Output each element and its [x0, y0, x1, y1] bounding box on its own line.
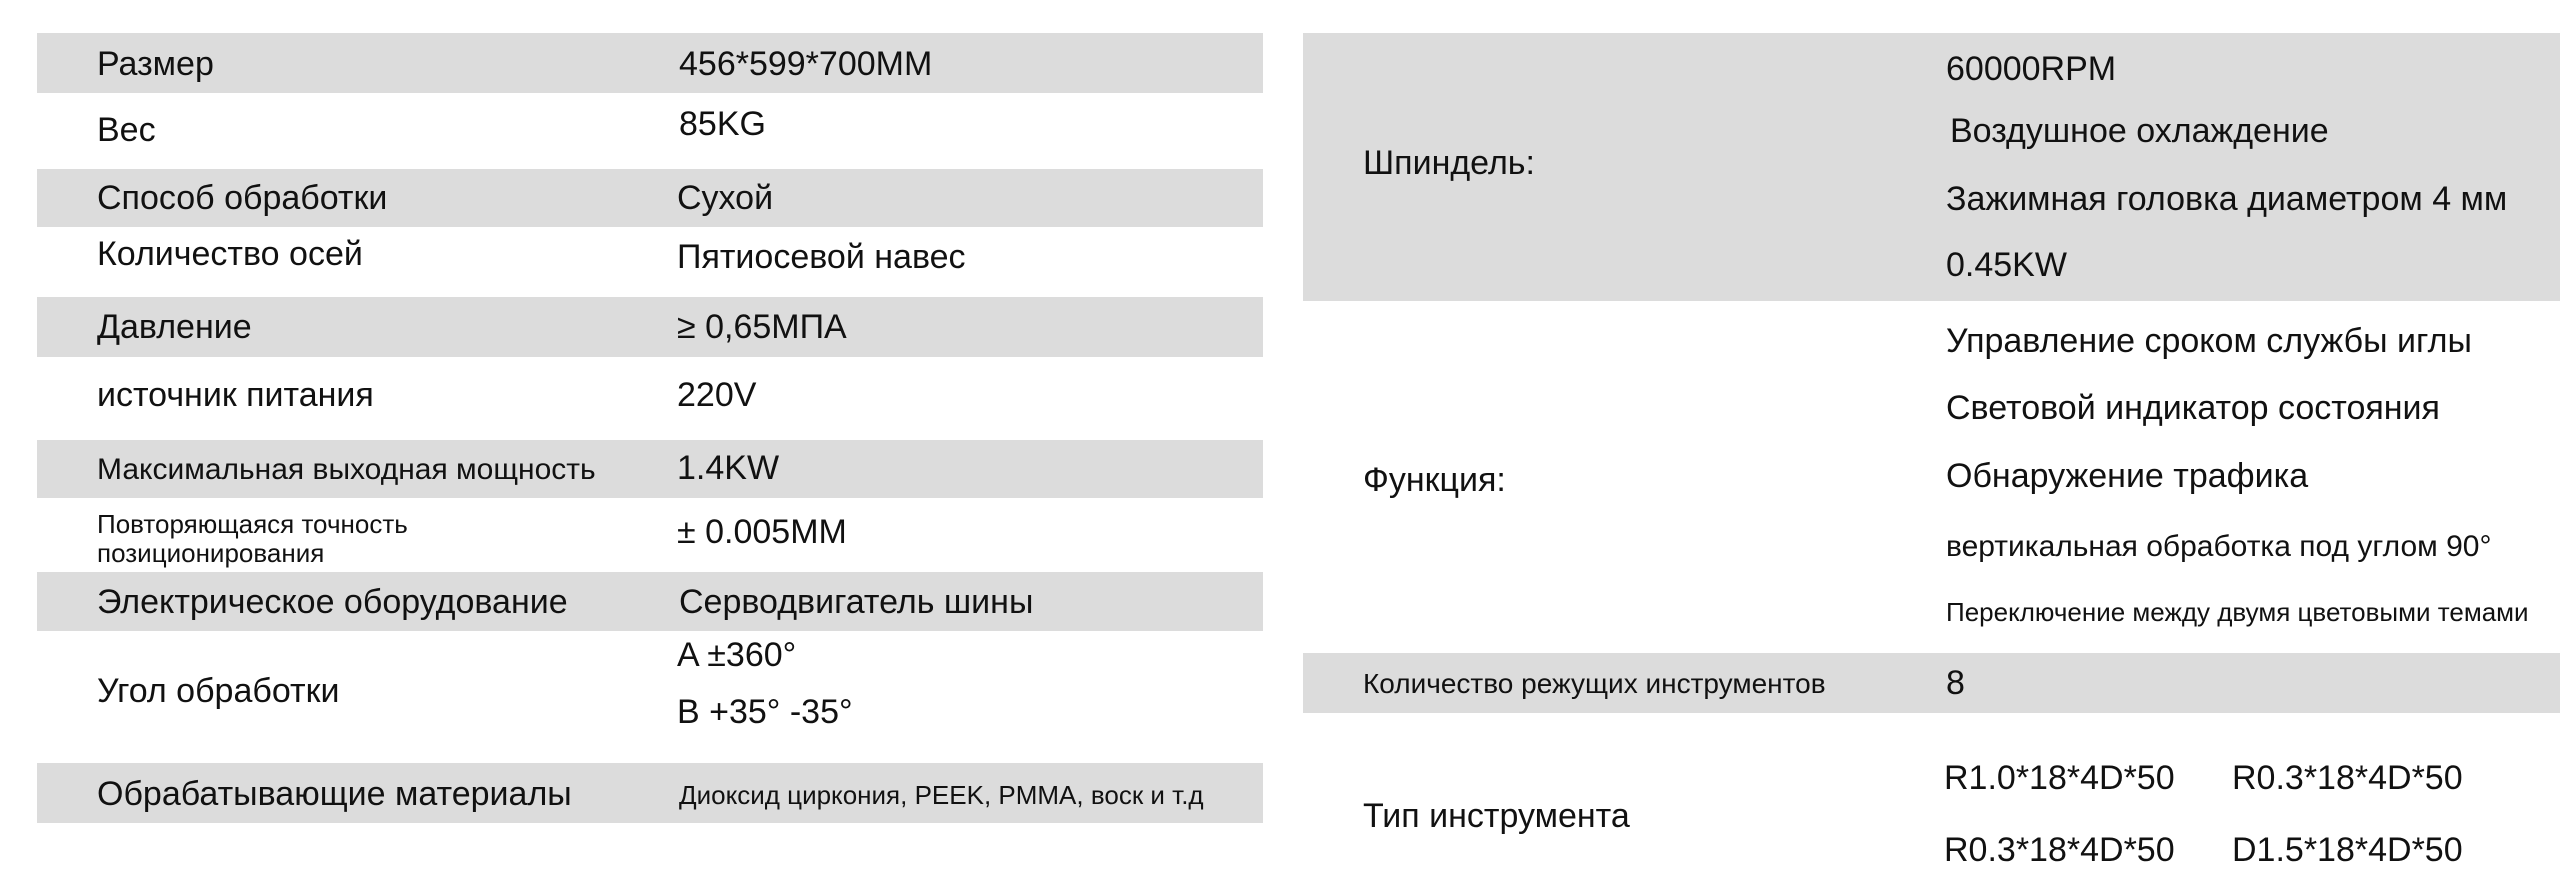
spec-label: Угол обработки [97, 672, 340, 710]
spec-label: Электрическое оборудование [97, 583, 568, 621]
spec-value-line: A ±360° [677, 636, 797, 674]
left-spec-table [37, 33, 1263, 823]
spindle-value-line: Воздушное охлаждение [1950, 112, 2329, 150]
table-row [37, 572, 1263, 631]
tool-type-value: R0.3*18*4D*50 [2232, 759, 2463, 797]
tool-type-row [1303, 713, 2560, 869]
function-value-line: Управление сроком службы иглы [1946, 322, 2472, 360]
tool-count-row [1303, 653, 2560, 713]
spindle-label: Шпиндель: [1363, 144, 1535, 182]
table-row [37, 93, 1263, 159]
tool-type-value: R0.3*18*4D*50 [1944, 831, 2175, 869]
function-label: Функция: [1363, 461, 1506, 499]
spec-label: источник питания [97, 376, 374, 414]
spec-value: ≥ 0,65МПА [677, 308, 847, 346]
spindle-block [1303, 33, 2560, 301]
spec-label: Обрабатывающие материалы [97, 775, 572, 813]
tool-type-value: D1.5*18*4D*50 [2232, 831, 2463, 869]
table-row [37, 440, 1263, 498]
function-block [1303, 301, 2560, 653]
tool-count-label: Количество режущих инструментов [1363, 668, 1826, 699]
spec-label: Размер [97, 45, 214, 83]
spec-value: 1.4KW [677, 449, 780, 487]
spec-label: Повторяющаяся точность позиционирования [97, 509, 408, 569]
table-row [37, 631, 1263, 753]
function-value-line: Световой индикатор состояния [1946, 389, 2440, 427]
spec-label: Способ обработки [97, 179, 388, 217]
spindle-value-line: Зажимная головка диаметром 4 мм [1946, 180, 2508, 218]
tool-type-value: R1.0*18*4D*50 [1944, 759, 2175, 797]
spec-label: Вес [97, 111, 156, 149]
spec-value: Сухой [677, 179, 774, 217]
spec-value-line: B +35° -35° [677, 693, 853, 731]
table-row [37, 498, 1263, 571]
spec-value: 85KG [679, 105, 766, 143]
table-row [37, 297, 1263, 357]
table-row [37, 33, 1263, 93]
spindle-value-line: 60000RPM [1946, 50, 2117, 88]
spec-label: Количество осей [97, 235, 363, 273]
right-spec-table [1303, 33, 2560, 869]
spec-value: Диоксид циркония, PEEK, PMMA, воск и т.д [679, 780, 1204, 810]
spec-value: Пятиосевой навес [677, 238, 966, 276]
function-value-line: вертикальная обработка под углом 90° [1946, 530, 2492, 563]
tool-type-label: Тип инструмента [1363, 797, 1630, 835]
table-row [37, 357, 1263, 437]
table-row [37, 169, 1263, 227]
function-value-line: Обнаружение трафика [1946, 457, 2309, 495]
table-row [37, 763, 1263, 823]
spec-label: Максимальная выходная мощность [97, 453, 596, 486]
spindle-value-line: 0.45KW [1946, 246, 2067, 284]
spec-value: 456*599*700MM [679, 45, 933, 83]
spec-value: ± 0.005MM [677, 513, 847, 551]
function-value-line: Переключение между двумя цветовыми темами [1946, 597, 2529, 627]
spec-label: Давление [97, 308, 252, 346]
spec-value: 220V [677, 376, 757, 414]
tool-count-value: 8 [1946, 664, 1965, 702]
table-row [37, 227, 1263, 293]
spec-value: Серводвигатель шины [679, 583, 1034, 621]
